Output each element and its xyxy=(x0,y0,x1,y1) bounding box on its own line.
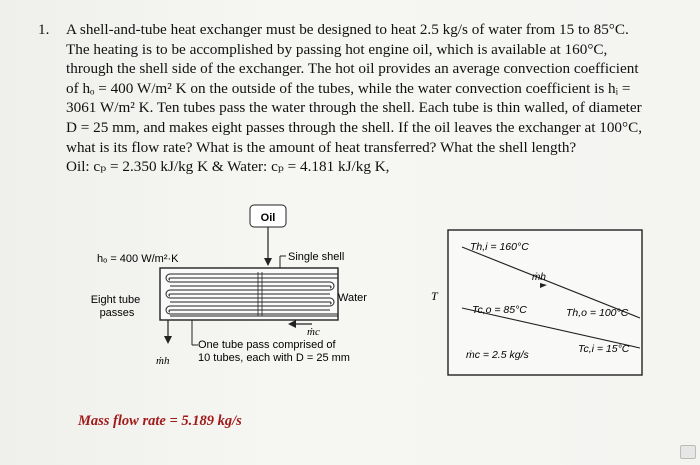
problem-number: 1. xyxy=(38,21,50,38)
problem-line: D = 25 mm, and makes eight passes through the shell. If the oil leaves the exchanger at 100°C, xyxy=(66,118,643,136)
answer-text: Mass flow rate = 5.189 kg/s xyxy=(78,413,242,429)
problem-line: what is its flow rate? What is the amount of heat transferred? What the shell length? xyxy=(66,138,577,156)
eight-tube-passes-label: Eight tube passes xyxy=(90,294,141,319)
mh-flow-label: ṁh xyxy=(532,272,546,283)
oil-label: Oil xyxy=(260,212,276,224)
problem-line: through the shell side of the exchanger. The hot oil provides an average convection coefficient xyxy=(66,60,639,78)
ho-label: hₒ = 400 W/m²·K xyxy=(97,253,179,265)
tube-note: One tube pass comprised of 10 tubes, each with D = 25 mm xyxy=(198,339,350,364)
mc-label: ṁc xyxy=(307,326,320,338)
problem-line: 3061 W/m² K. Ten tubes pass the water through the shell. Each tube is thin walled, of diameter xyxy=(66,99,642,117)
heat-exchanger-figure xyxy=(0,190,700,450)
single-shell-label: Single shell xyxy=(288,251,345,263)
th-out-label: Th,o = 100°C xyxy=(566,307,629,319)
problem-line: of hₒ = 400 W/m² K on the outside of the tubes, while the water convection coefficient is hᵢ = xyxy=(66,79,631,97)
tc-in-label: Tc,i = 15°C xyxy=(578,343,630,355)
problem-line: Oil: cₚ = 2.350 kJ/kg K & Water: cₚ = 4.181 kJ/kg K, xyxy=(66,158,390,176)
mh-label: ṁh xyxy=(156,355,170,367)
corner-badge xyxy=(680,445,696,459)
problem-line: The heating is to be accomplished by passing hot engine oil, which is available at 160°C, xyxy=(66,40,608,58)
temperature-axis-label: T xyxy=(431,289,438,303)
mc-flow-label: ṁc = 2.5 kg/s xyxy=(466,349,529,361)
th-in-label: Th,i = 160°C xyxy=(470,241,529,253)
water-label: Water xyxy=(338,292,367,304)
tc-out-label: Tc,o = 85°C xyxy=(472,304,527,316)
problem-line: A shell-and-tube heat exchanger must be designed to heat 2.5 kg/s of water from 15 to 85°C. xyxy=(66,21,629,38)
problem-text xyxy=(66,20,678,177)
